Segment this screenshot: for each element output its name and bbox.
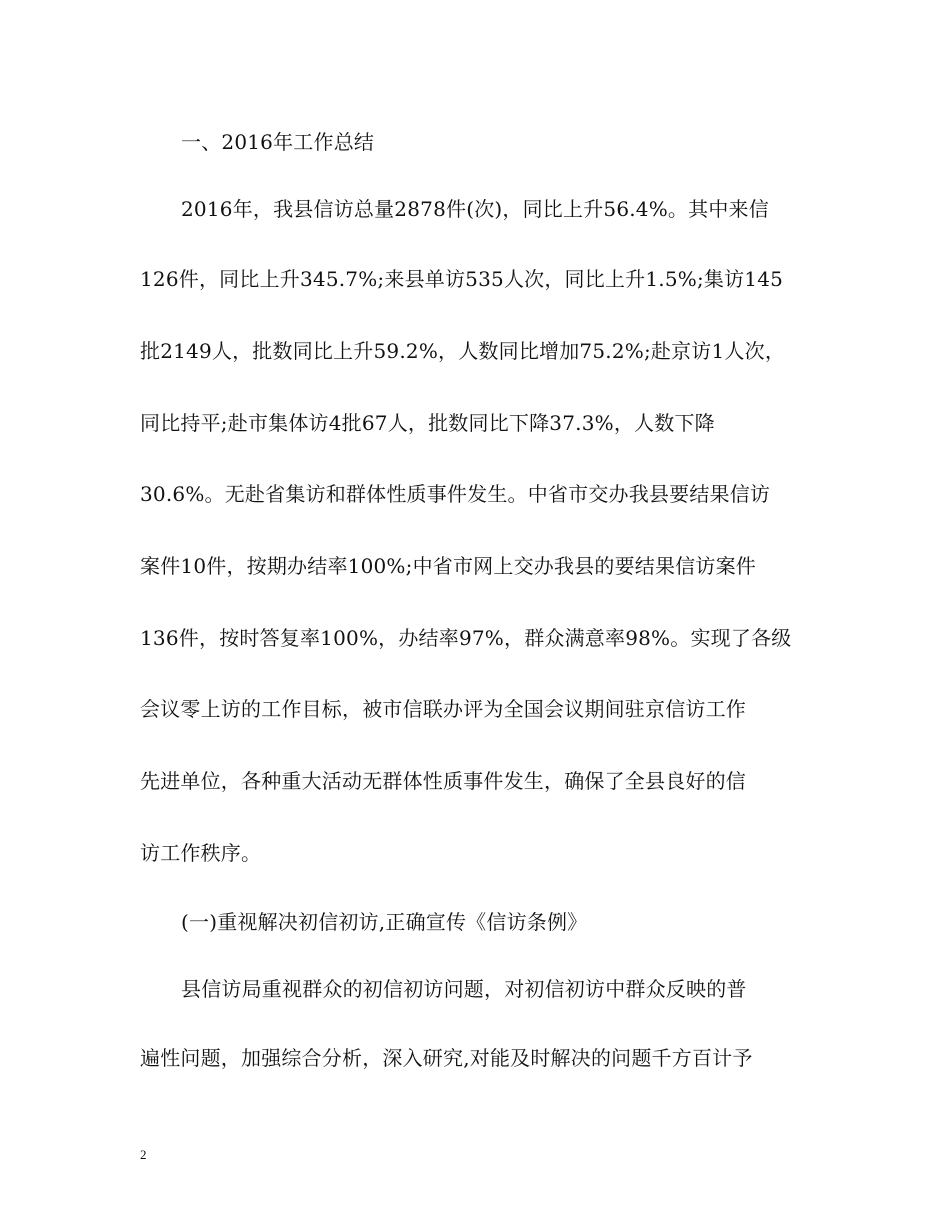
paragraph-line: 县信访局重视群众的初信初访问题，对初信初访中群众反映的普	[181, 977, 747, 1001]
paragraph-line: 案件10件，按期办结率100%;中省市网上交办我县的要结果信访案件	[140, 554, 756, 578]
paragraph-line: 126件，同比上升345.7%;来县单访535人次，同比上升1.5%;集访145	[140, 267, 784, 291]
paragraph-line: 遍性问题，加强综合分析，深入研究,对能及时解决的问题千方百计予	[140, 1046, 753, 1070]
subsection-heading: (一)重视解决初信初访,正确宣传《信访条例》	[181, 910, 588, 934]
paragraph-line: 30.6%。无赴省集访和群体性质事件发生。中省市交办我县要结果信访	[140, 482, 771, 506]
paragraph-line: 同比持平;赴市集体访4批67人，批数同比下降37.3%，人数下降	[140, 411, 715, 435]
paragraph-line: 批2149人，批数同比上升59.2%，人数同比增加75.2%;赴京访1人次，	[140, 339, 786, 363]
paragraph-line: 2016年，我县信访总量2878件(次)，同比上升56.4%。其中来信	[181, 197, 769, 221]
page-number: 2	[140, 1147, 147, 1162]
paragraph-line: 会议零上访的工作目标，被市信联办评为全国会议期间驻京信访工作	[140, 697, 746, 721]
section-heading: 一、2016年工作总结	[181, 130, 375, 154]
paragraph-line: 访工作秩序。	[140, 841, 262, 865]
paragraph-line: 先进单位，各种重大活动无群体性质事件发生，确保了全县良好的信	[140, 769, 746, 793]
paragraph-line: 136件，按时答复率100%，办结率97%，群众满意率98%。实现了各级	[140, 626, 792, 650]
